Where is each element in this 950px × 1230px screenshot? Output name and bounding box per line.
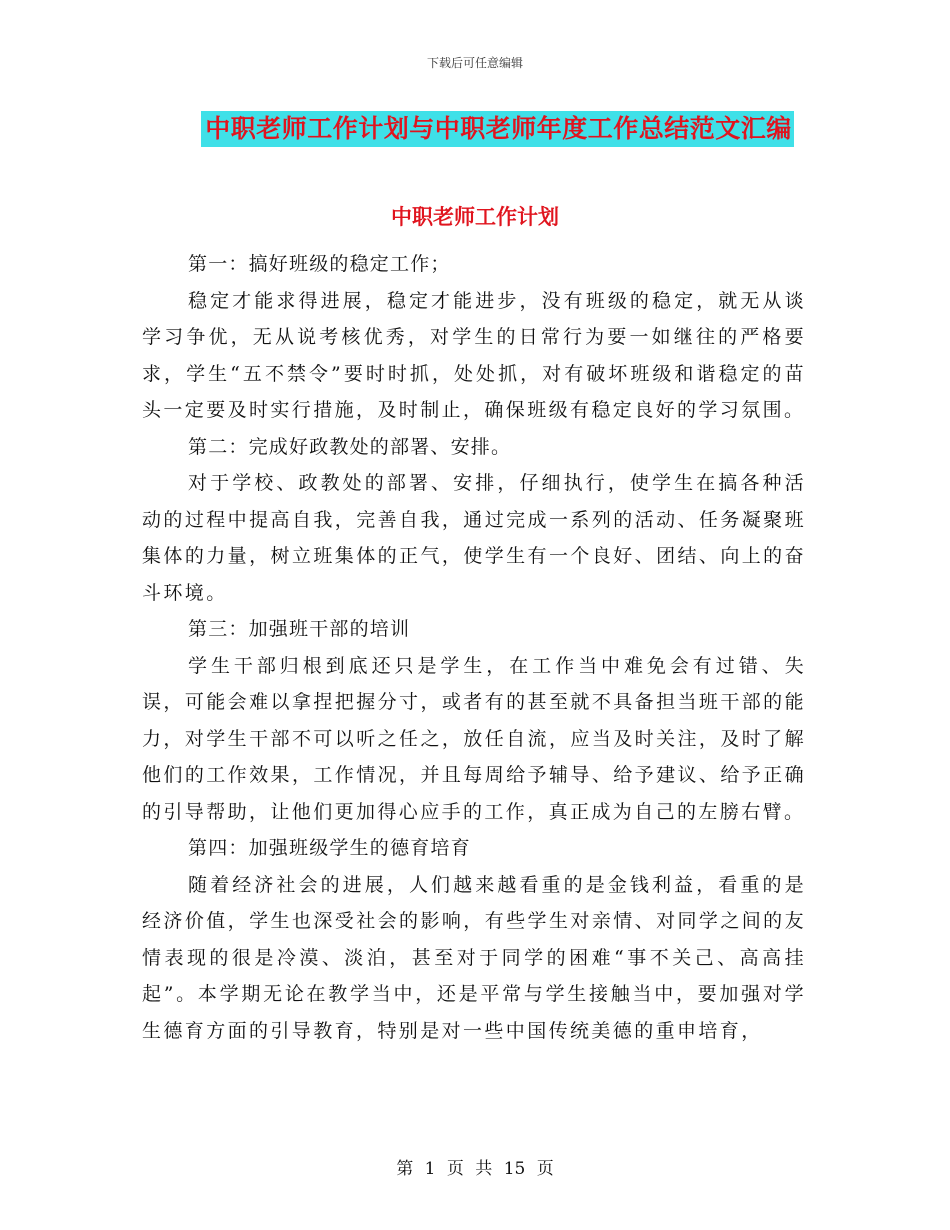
paragraph-body-3: 学生干部归根到底还只是学生，在工作当中难免会有过错、失误，可能会难以拿捏把握分寸，或者有的甚至就不具备担当班干部的能力，对学生干部不可以听之任之，放任自流，应当及时关注，及时了解他们的工作效果，工作情况，并且每周给予辅导、给予建议、给予正确的引导帮助，让他们更加得心应手的工作，真正成为自己的左膀右臂。 xyxy=(142,654,806,823)
document-body xyxy=(142,246,806,1049)
main-title: 中职老师工作计划与中职老师年度工作总结范文汇编 xyxy=(201,111,794,147)
paragraph-heading-3: 第三：加强班干部的培训 xyxy=(188,618,411,640)
paragraph-body-2: 对于学校、政教处的部署、安排，仔细执行，使学生在搞各种活动的过程中提高自我，完善自我，通过完成一系列的活动、任务凝聚班集体的力量，树立班集体的正气，使学生有一个良好、团结、向上的奋斗环境。 xyxy=(142,472,806,604)
paragraph-heading-2: 第二：完成好政教处的部署、安排。 xyxy=(188,435,512,458)
paragraph-heading-4: 第四：加强班级学生的德育培育 xyxy=(188,837,471,859)
header-note: 下载后可任意编辑 xyxy=(426,56,523,70)
paragraph-body-1: 稳定才能求得进展，稳定才能进步，没有班级的稳定，就无从谈学习争优，无从说考核优秀，对学生的日常行为要一如继往的严格要求，学生“五不禁令”要时时抓，处处抓，对有破坏班级和谐稳定的苗头一定要及时实行措施，及时制止，确保班级有稳定良好的学习氛围。 xyxy=(142,289,806,421)
section-title: 中职老师工作计划 xyxy=(391,205,559,229)
paragraph-body-4: 随着经济社会的进展，人们越来越看重的是金钱利益，看重的是经济价值，学生也深受社会的影响，有些学生对亲情、对同学之间的友情表现的很是冷漠、淡泊，甚至对于同学的困难“事不关己、高高挂起”。本学期无论在教学当中，还是平常与学生接触当中，要加强对学生德育方面的引导教育，特别是对一些中国传统美德的重申培育， xyxy=(142,873,806,1042)
main-title-container xyxy=(0,111,950,147)
paragraph-heading-1: 第一：搞好班级的稳定工作； xyxy=(188,253,451,275)
page-number-footer: 第 1 页 共 15 页 xyxy=(396,1159,554,1179)
